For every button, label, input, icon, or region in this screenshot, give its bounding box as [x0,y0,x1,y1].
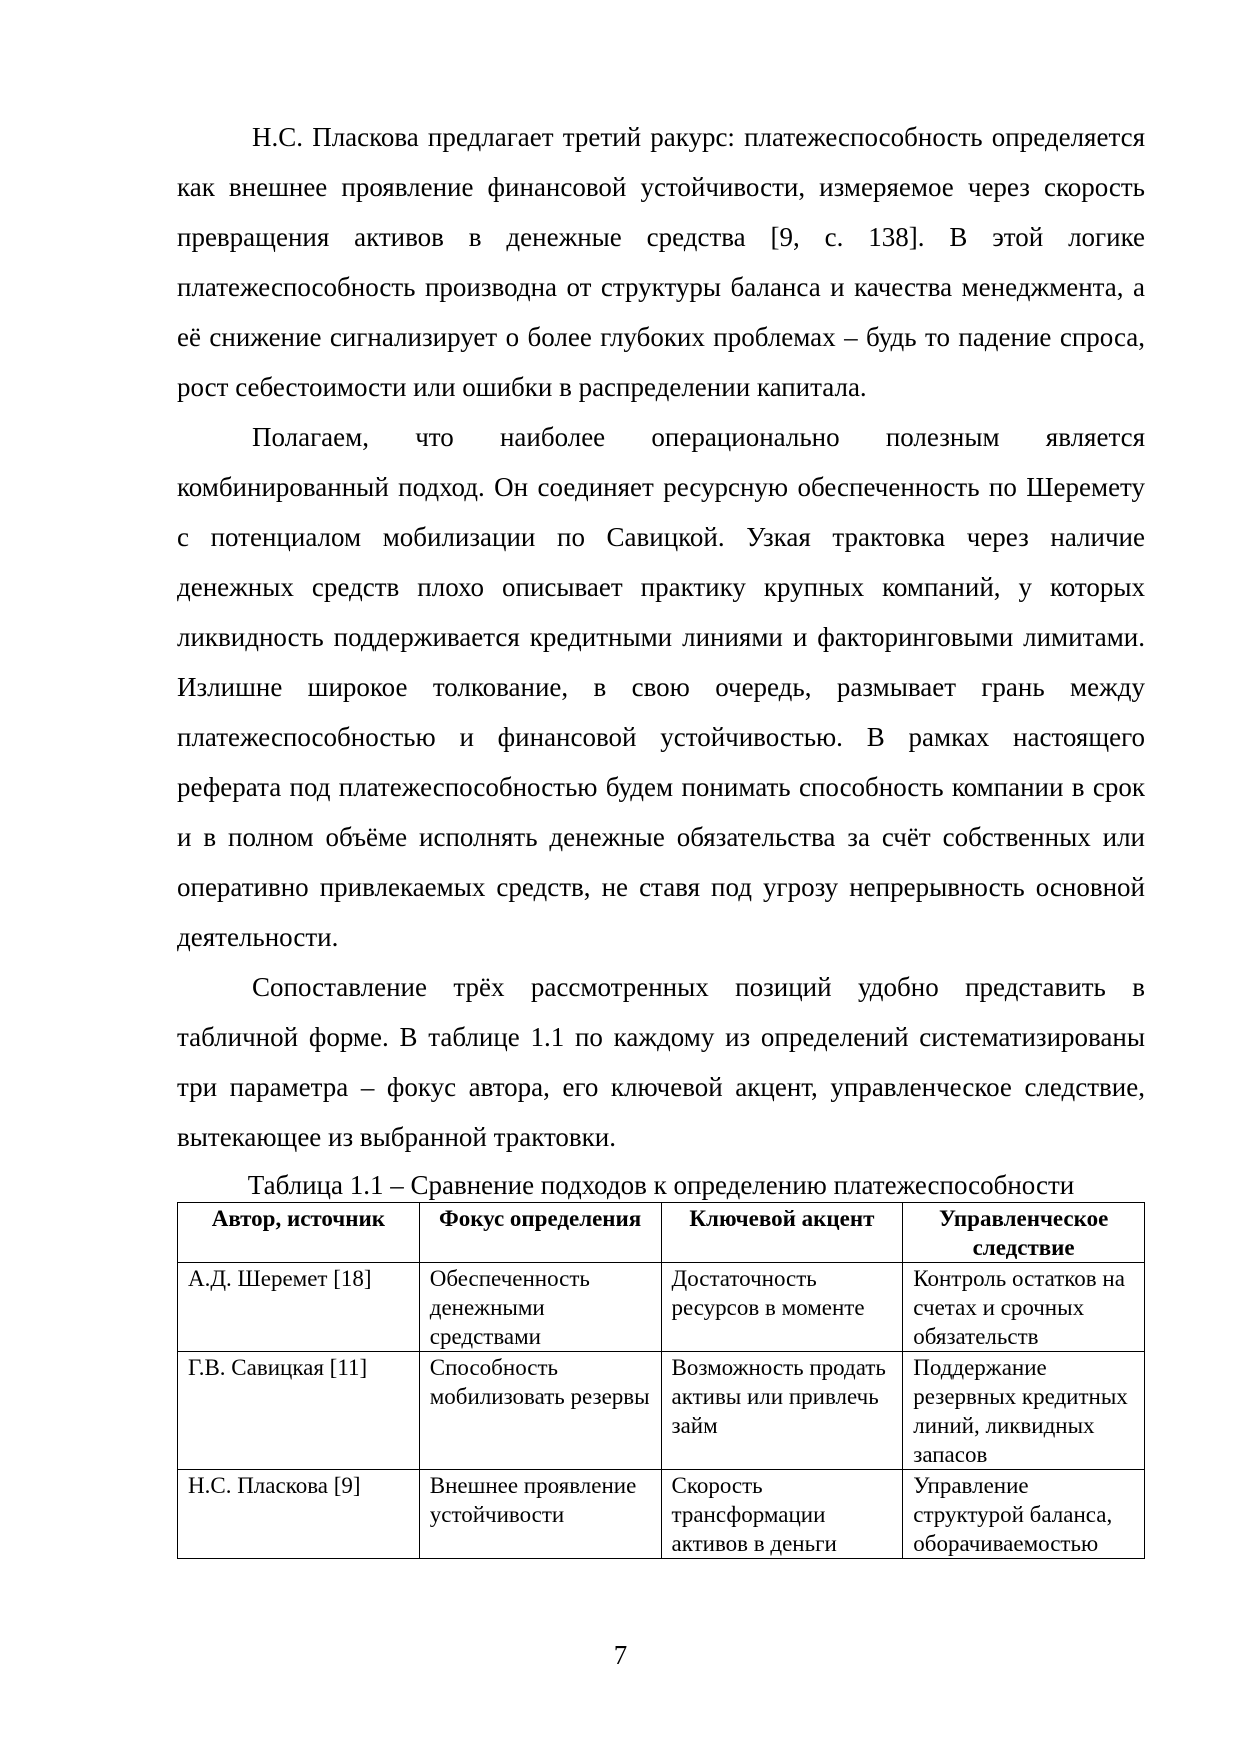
table-header-cell: Ключевой акцент [661,1203,903,1263]
paragraph: Полагаем, что наиболее операционально полезным является комбинированный подход. Он соединяет ресурсную обеспеченность по Шеремету с потенциалом мобилизации по Савицкой. Узкая трактовка через наличие денежных средств плохо описывает практику крупных компаний, у которых ликвидность поддерживается кредитными линиями и факторинговыми лимитами. Излишне широкое толкование, в свою очередь, размывает грань между платежеспособностью и финансовой устойчивостью. В рамках настоящего реферата под платежеспособностью будем понимать способность компании в срок и в полном объёме исполнять денежные обязательства за счёт собственных или оперативно привлекаемых средств, не ставя под угрозу непрерывность основной деятельности. [177,422,1145,952]
paragraph: Сопоставление трёх рассмотренных позиций удобно представить в табличной форме. В таблице 1.1 по каждому из определений систематизированы три параметра – фокус автора, его ключевой акцент, управленческое следствие, вытекающее из выбранной трактовки. [177,972,1145,1152]
table-row [178,1470,1145,1559]
page-number: 7 [613,1640,628,1670]
table-caption: Таблица 1.1 – Сравнение подходов к определению платежеспособности [247,1170,1075,1200]
table-header-row [178,1203,1145,1263]
table-cell: Возможность продать активы или привлечь займ [661,1352,903,1470]
table-cell: Достаточность ресурсов в моменте [661,1263,903,1352]
table-cell: Скорость трансформации активов в деньги [661,1470,903,1559]
table-header-cell: Управленческое следствие [903,1203,1145,1263]
table-cell: Г.В. Савицкая [11] [178,1352,420,1470]
table-row [178,1263,1145,1352]
table-cell: А.Д. Шеремет [18] [178,1263,420,1352]
table-row [178,1352,1145,1470]
table-cell: Поддержание резервных кредитных линий, ликвидных запасов [903,1352,1145,1470]
table-cell: Управление структурой баланса, оборачиваемостью [903,1470,1145,1559]
paragraph: Н.С. Пласкова предлагает третий ракурс: платежеспособность определяется как внешнее проявление финансовой устойчивости, измеряемое через скорость превращения активов в денежные средства [9, с. 138]. В этой логике платежеспособность производна от структуры баланса и качества менеджмента, а её снижение сигнализирует о более глубоких проблемах – будь то падение спроса, рост себестоимости или ошибки в распределении капитала. [177,122,1145,402]
document-page [177,112,1145,1559]
table-header-cell: Фокус определения [419,1203,661,1263]
table-cell: Способность мобилизовать резервы [419,1352,661,1470]
table-cell: Контроль остатков на счетах и срочных обязательств [903,1263,1145,1352]
table-cell: Внешнее проявление устойчивости [419,1470,661,1559]
comparison-table [177,1202,1145,1559]
table-cell: Н.С. Пласкова [9] [178,1470,420,1559]
table-cell: Обеспеченность денежными средствами [419,1263,661,1352]
table-header-cell: Автор, источник [178,1203,420,1263]
